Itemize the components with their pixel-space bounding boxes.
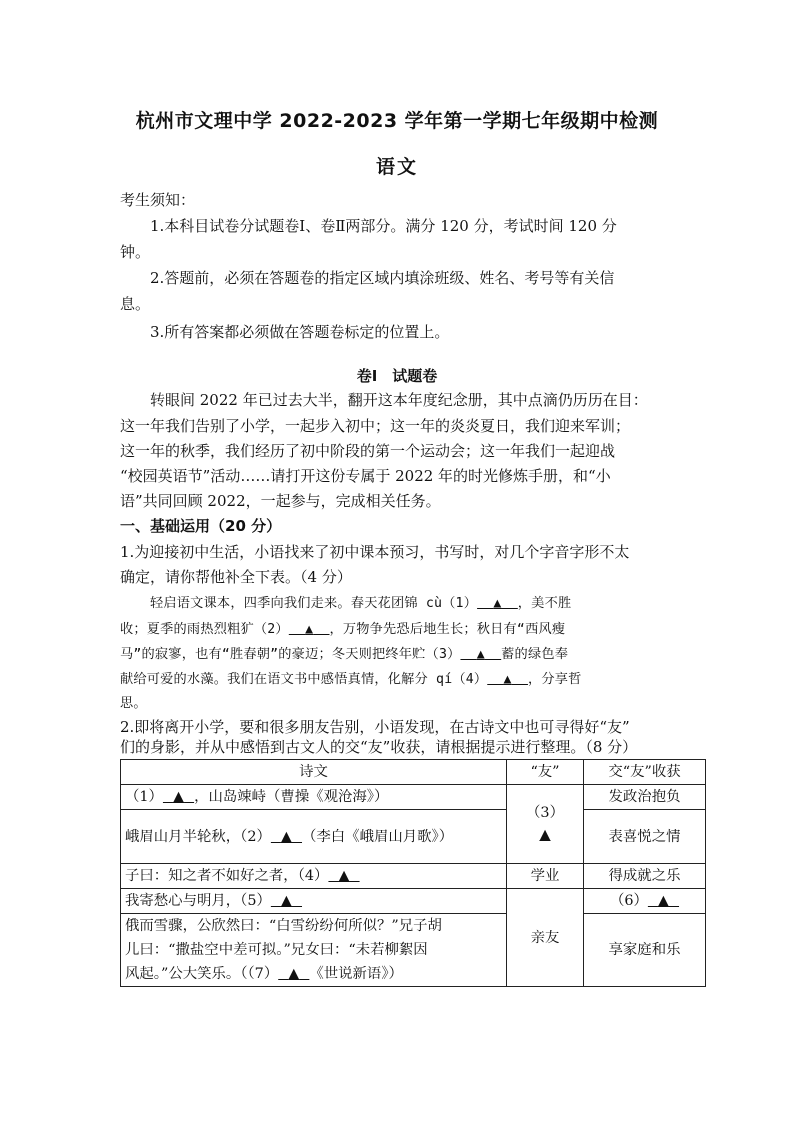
section-1-heading: 一、基础运用（20 分） [120, 517, 282, 535]
exam-title: 杭州市文理中学 2022-2023 学年第一学期七年级期中检测 [135, 110, 659, 132]
intro-line-1: 转眼间 2022 年已过去大半，翻开这本年度纪念册，其中点滴仍历历在目： [150, 391, 648, 409]
passage-line-5: 思。 [120, 696, 147, 711]
passage-line-1: 轻启语文课本，四季向我们走来。春天花团锦 cù（1） ▲ ，美不胜 [150, 596, 572, 611]
volume-heading: 卷Ⅰ 试题卷 [356, 367, 438, 385]
question-1: 1.为迎接初中生活，小语找来了初中课本预习，书写时，对几个字音字形不太 [120, 543, 630, 561]
notice-item-2-cont: 息。 [120, 295, 151, 313]
table-row [121, 914, 706, 987]
table-cell: 发政治抱负 [584, 785, 706, 810]
question-2: 2.即将离开小学，要和很多朋友告别，小语发现，在古诗文中也可寻得好“友” [120, 718, 630, 736]
table-cell: 我寄愁心与明月，（5） ▲ [121, 889, 507, 914]
question-1-cont: 确定，请你帮他补全下表。（4 分） [120, 568, 352, 586]
intro-line-4: “校园英语节”活动……请打开这份专属于 2022 年的时光修炼手册，和“小 [120, 467, 611, 485]
table-cell: 俄而雪骤，公欣然曰：“白雪纷纷何所似？”兄子胡 儿曰：“撒盐空中差可拟。”兄女曰：“未若柳絮因 风起。”公大笑乐。（（7） ▲ 《世说新语》） [121, 914, 507, 987]
table-cell: 表喜悦之情 [584, 810, 706, 864]
answer-blank-1: ▲ [493, 596, 502, 611]
subject-title: 语文 [375, 156, 418, 178]
table-row [121, 810, 706, 864]
table-header-row [121, 760, 706, 785]
friend-table [120, 759, 706, 987]
notice-item-2: 2.答题前，必须在答题卷的指定区域内填涂班级、姓名、考号等有关信 [150, 269, 615, 287]
passage-line-3: 马”的寂寥，也有“胜春朝”的豪迈；冬天则把终年贮（3） ▲ 蓄的绿色奉 [120, 647, 569, 662]
table-cell: 得成就之乐 [584, 864, 706, 889]
notice-item-1-cont: 钟。 [120, 243, 151, 261]
table-row [121, 864, 706, 889]
passage-line-2: 收；夏季的雨热烈粗犷（2） ▲ ，万物争先恐后地生长；秋日有“西风瘦 [120, 622, 566, 637]
table-cell: 学业 [507, 864, 584, 889]
answer-blank-2: ▲ [305, 622, 314, 637]
table-cell: 子曰：知之者不如好之者，（4） ▲ [121, 864, 507, 889]
table-header: “友” [507, 760, 584, 785]
table-cell: （1） ▲ ，山岛竦峙（曹操《观沧海》） [121, 785, 507, 810]
table-row [121, 785, 706, 810]
table-cell-friend-3: （3） ▲ [507, 785, 584, 864]
answer-blank-4: ▲ [503, 672, 512, 687]
table-header: 交“友”收获 [584, 760, 706, 785]
notice-heading: 考生须知： [120, 191, 196, 209]
table-cell: 峨眉山月半轮秋，（2） ▲ （李白《峨眉山月歌》） [121, 810, 507, 864]
intro-line-5: 语”共同回顾 2022，一起参与，完成相关任务。 [120, 492, 441, 510]
intro-line-3: 这一年的秋季，我们经历了初中阶段的第一个运动会；这一年我们一起迎战 [120, 442, 616, 460]
passage-line-4: 献给可爱的水藻。我们在语文书中感悟真情，化解分 qí（4） ▲ ，分享哲 [120, 672, 582, 687]
notice-item-1: 1.本科目试卷分试题卷Ⅰ、卷Ⅱ两部分。满分 120 分，考试时间 120 分 [150, 217, 617, 235]
table-cell: 享家庭和乐 [584, 914, 706, 987]
table-header: 诗文 [121, 760, 507, 785]
intro-line-2: 这一年我们告别了小学，一起步入初中；这一年的炎炎夏日，我们迎来军训； [120, 417, 631, 435]
table-cell: （6） ▲ [584, 889, 706, 914]
table-row [121, 889, 706, 914]
table-cell: 亲友 [507, 889, 584, 987]
notice-item-3: 3.所有答案都必须做在答题卷标定的位置上。 [150, 323, 450, 341]
answer-blank-3: ▲ [476, 647, 485, 662]
question-2-cont: 们的身影，并从中感悟到古文人的交“友”收获，请根据提示进行整理。（8 分） [120, 738, 638, 756]
